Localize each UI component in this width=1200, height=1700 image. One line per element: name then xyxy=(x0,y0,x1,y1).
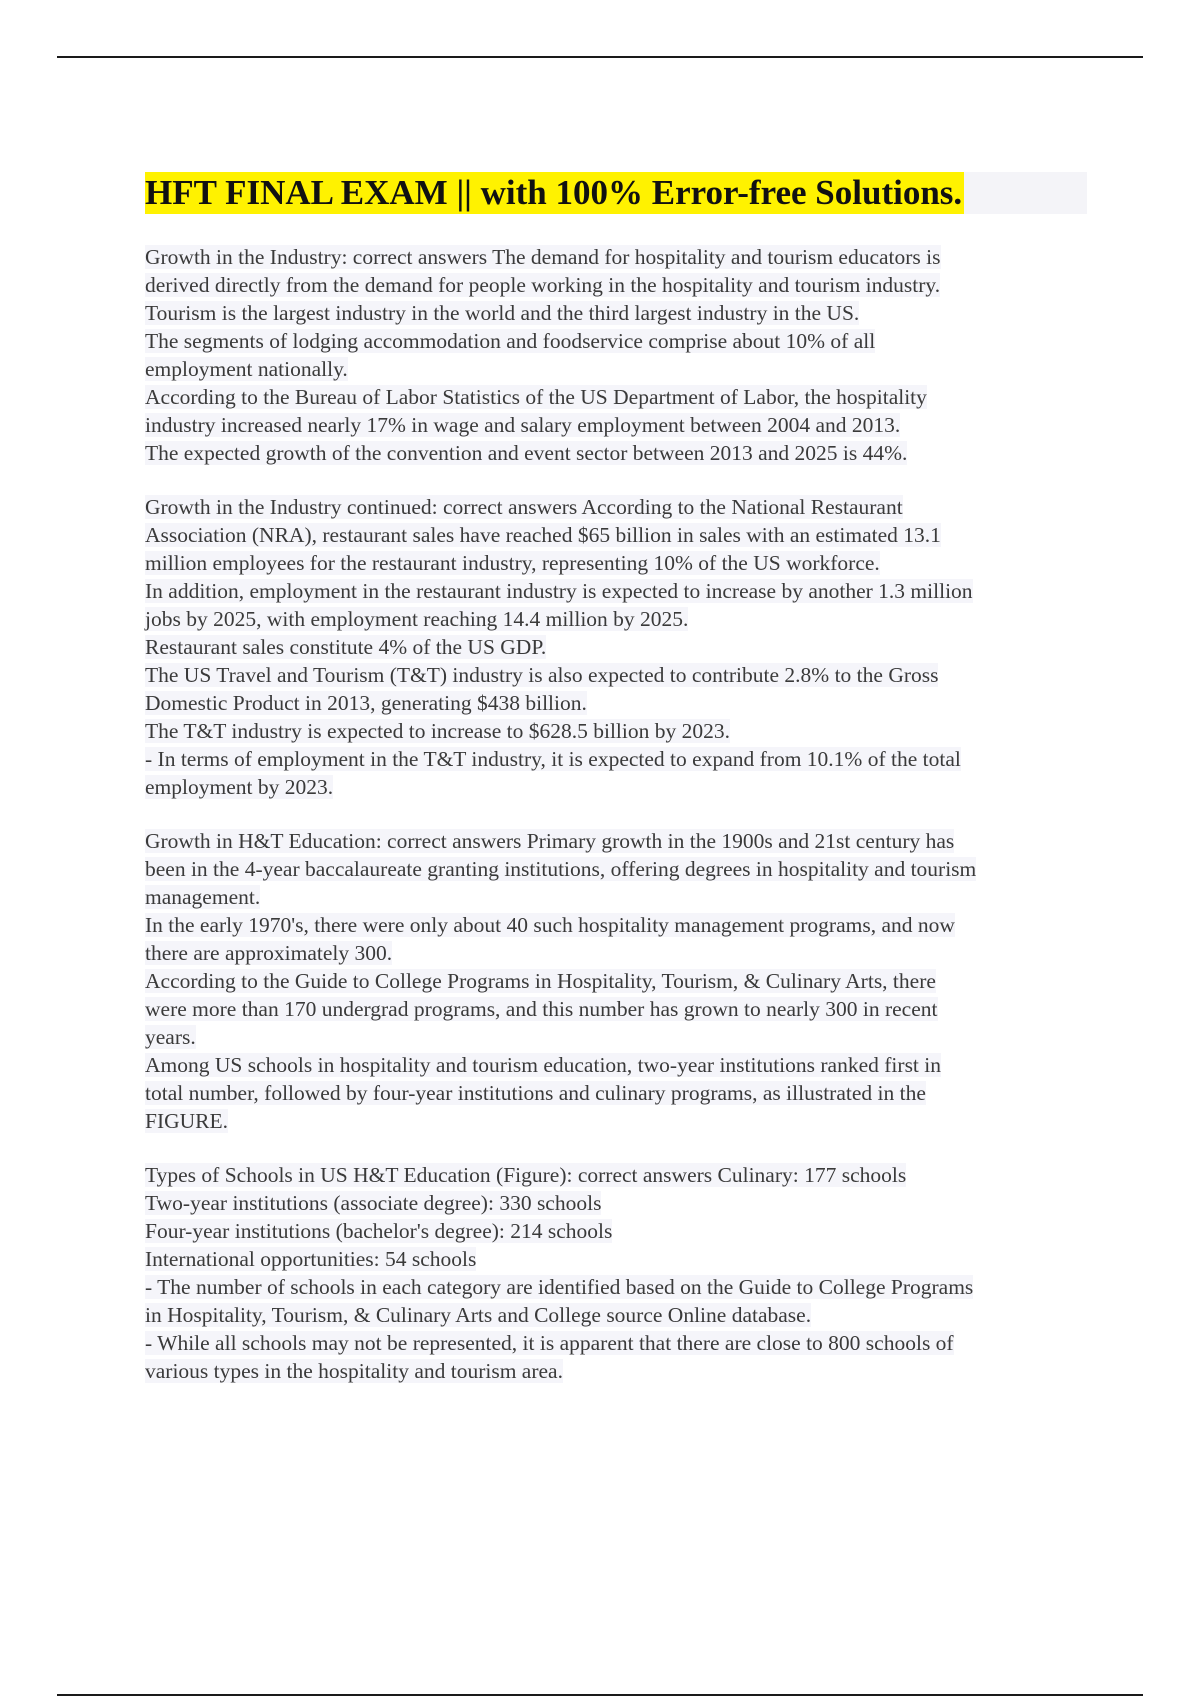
text-line: in Hospitality, Tourism, & Culinary Arts and College source Online database. xyxy=(145,1303,812,1327)
text-line: According to the Bureau of Labor Statistics of the US Department of Labor, the hospitality xyxy=(145,385,927,409)
bottom-rule xyxy=(57,1694,1143,1696)
section-growth-education xyxy=(145,827,1085,1135)
text-line: - While all schools may not be represented, it is apparent that there are close to 800 schools of xyxy=(145,1331,954,1355)
text-line: Tourism is the largest industry in the world and the third largest industry in the US. xyxy=(145,301,860,325)
text-line: - In terms of employment in the T&T industry, it is expected to expand from 10.1% of the total xyxy=(145,747,961,771)
section-growth-industry xyxy=(145,243,1085,467)
text-line: Domestic Product in 2013, generating $438 billion. xyxy=(145,691,587,715)
text-line: Four-year institutions (bachelor's degree): 214 schools xyxy=(145,1219,613,1243)
text-line: In addition, employment in the restaurant industry is expected to increase by another 1.3 million xyxy=(145,579,973,603)
section-growth-industry-continued xyxy=(145,493,1085,801)
text-line: industry increased nearly 17% in wage and salary employment between 2004 and 2013. xyxy=(145,413,901,437)
text-line: Growth in the Industry: correct answers The demand for hospitality and tourism educators is xyxy=(145,245,941,269)
text-line: International opportunities: 54 schools xyxy=(145,1247,477,1271)
text-line: jobs by 2025, with employment reaching 14.4 million by 2025. xyxy=(145,607,689,631)
document-body xyxy=(145,243,1085,1411)
text-line: years. xyxy=(145,1025,196,1049)
text-line: million employees for the restaurant industry, representing 10% of the US workforce. xyxy=(145,551,880,575)
text-line: The segments of lodging accommodation and foodservice comprise about 10% of all xyxy=(145,329,876,353)
text-line: Types of Schools in US H&T Education (Figure): correct answers Culinary: 177 schools xyxy=(145,1163,907,1187)
text-line: management. xyxy=(145,885,261,909)
text-line: The US Travel and Tourism (T&T) industry is also expected to contribute 2.8% to the Gross xyxy=(145,663,939,687)
text-line: Growth in H&T Education: correct answers Primary growth in the 1900s and 21st century has xyxy=(145,829,955,853)
text-line: - The number of schools in each category are identified based on the Guide to College Programs xyxy=(145,1275,974,1299)
text-line: The expected growth of the convention and event sector between 2013 and 2025 is 44%. xyxy=(145,441,908,465)
text-line: employment nationally. xyxy=(145,357,348,381)
text-line: various types in the hospitality and tourism area. xyxy=(145,1359,563,1383)
text-line: Two-year institutions (associate degree): 330 schools xyxy=(145,1191,602,1215)
section-types-of-schools xyxy=(145,1161,1085,1385)
top-rule xyxy=(57,56,1143,58)
text-line: derived directly from the demand for people working in the hospitality and tourism industry. xyxy=(145,273,941,297)
text-line: were more than 170 undergrad programs, and this number has grown to nearly 300 in recent xyxy=(145,997,938,1021)
text-line: employment by 2023. xyxy=(145,775,334,799)
text-line: total number, followed by four-year institutions and culinary programs, as illustrated in the xyxy=(145,1081,926,1105)
text-line: been in the 4-year baccalaureate granting institutions, offering degrees in hospitality and tourism xyxy=(145,857,977,881)
text-line: Among US schools in hospitality and tourism education, two-year institutions ranked first in xyxy=(145,1053,942,1077)
text-line: Growth in the Industry continued: correct answers According to the National Restaurant xyxy=(145,495,903,519)
page-title: HFT FINAL EXAM || with 100% Error-free Solutions. xyxy=(145,173,963,212)
text-line: According to the Guide to College Programs in Hospitality, Tourism, & Culinary Arts, there xyxy=(145,969,936,993)
text-line: Association (NRA), restaurant sales have reached $65 billion in sales with an estimated 13.1 xyxy=(145,523,941,547)
text-line: there are approximately 300. xyxy=(145,941,393,965)
text-line: Restaurant sales constitute 4% of the US GDP. xyxy=(145,635,547,659)
text-line: FIGURE. xyxy=(145,1109,229,1133)
text-line: In the early 1970's, there were only about 40 such hospitality management programs, and now xyxy=(145,913,955,937)
text-line: The T&T industry is expected to increase to $628.5 billion by 2023. xyxy=(145,719,730,743)
